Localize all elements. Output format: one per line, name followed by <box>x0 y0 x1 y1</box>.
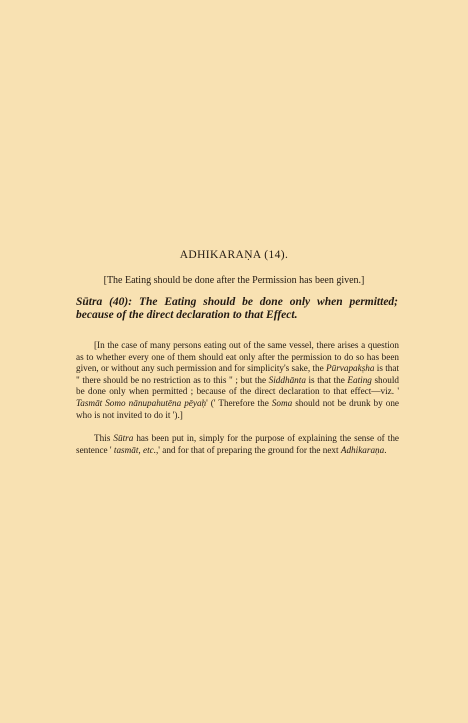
term-tasmat: tasmāt, etc., <box>113 444 159 455</box>
term-sutra: Sūtra <box>113 433 134 443</box>
term-eating: Eating <box>347 374 372 385</box>
commentary-text: ' (' Therefore the <box>206 397 272 408</box>
explanation-text: . <box>384 444 387 455</box>
section-heading: ADHIKARAṆA (14). <box>179 249 289 261</box>
sutra-label: Sūtra (40): <box>76 296 133 308</box>
term-adhikarana: Adhikaraṇa <box>340 444 385 455</box>
explanation-text: has been put in, simply for the purpose of explaining the sense of the sentence ' <box>76 433 399 455</box>
commentary-text: [In the case of many persons eating out of the same vessel, there arises a question as to whether every one of them should eat only after the permission to do so has been given, or without any such permission and for simplicity's sake, the <box>76 340 399 374</box>
commentary-text: should be done only when permitted ; because of the direct declaration to that effect—viz. ' <box>76 374 399 397</box>
sanskrit-quote: Tasmāt Somo nānupahutēna pēyaḥ <box>76 397 207 408</box>
sutra-text: The Eating should be done only when permitted; because of the direct declaration to that Effect. <box>76 296 399 321</box>
sutra-statement <box>76 296 398 322</box>
explanation-text: This <box>94 433 114 443</box>
commentary-text: is that " there should be no restriction as to this " ; but the <box>76 363 399 385</box>
commentary-text: is that the <box>305 374 348 385</box>
section-subheading: [The Eating should be done after the Permission has been given.] <box>103 275 365 286</box>
term-purvapaksha: Pūrvapakṣha <box>326 363 375 374</box>
explanation-paragraph <box>76 433 399 456</box>
term-soma: Soma <box>271 397 293 408</box>
explanation-text: ' and for that of preparing the ground for the next <box>158 444 341 455</box>
commentary-text: should not be drunk by one who is not invited to do it ').] <box>76 397 399 420</box>
term-siddhanta: Siddhānta <box>268 374 306 385</box>
commentary-paragraph <box>76 340 399 421</box>
